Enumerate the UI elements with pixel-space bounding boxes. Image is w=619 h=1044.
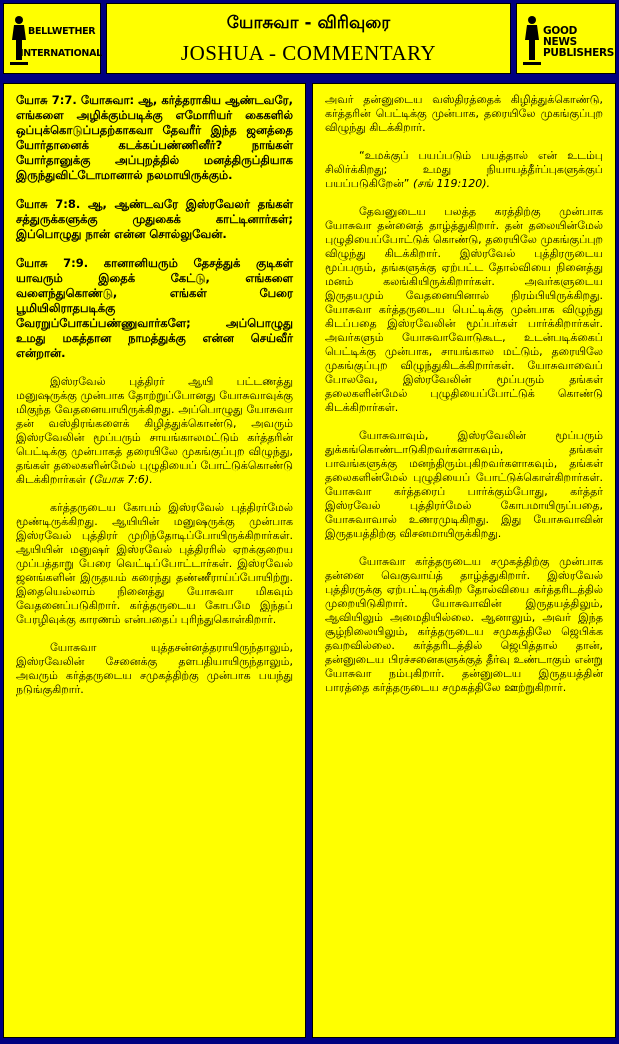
bellwether-logo xyxy=(8,12,102,68)
good-news-logo xyxy=(521,12,614,68)
left-logo-line2: INTERNATIONAL xyxy=(20,48,102,59)
paragraph-text: இஸ்ரவேல் புத்திரர் ஆயி பட்டணத்து மனுஷருக்கு முன்பாக தோற்றுப்போனது யோசுவாவுக்கு மிகுந்த வேதனையாயிருக்கிறது. அப்பொழுது யோசுவா தன் வஸ்திரங்களைக் கிழித்துக்கொண்டு, அவரும் இஸ்ரவேலின் மூப்பரும் சாயங்காலமட்டும் கர்த்தரின் பெட்டிக்கு முன்பாகத் தரையிலே முகங்குப்புற விழுந்து, தங்கள் தலைகளின்மேல் புழுதியைப் போட்டுக்கொண்டு கிடக்கிறார்கள் xyxy=(16,375,293,486)
commentary-paragraph xyxy=(16,375,293,487)
right-logo-box xyxy=(516,3,616,74)
commentary-paragraph: அவர் தன்னுடைய வஸ்திரத்தைக் கிழித்துக்கொண்டு, கர்த்தரின் பெட்டிக்கு முன்பாக, தரையிலே முகங்குப்புற விழுந்து கிடக்கிறார். xyxy=(325,93,603,134)
commentary-paragraph: கர்த்தருடைய கோபம் இஸ்ரவேல் புத்திரர்மேல் மூண்டிருக்கிறது. ஆயியின் மனுஷருக்கு முன்பாக இஸ்ரவேல் புத்திரர் முறிந்தோடிப்போயிருக்கிறார்கள். ஆயியின் மனுஷர் இஸ்ரவேல் புத்திரரில் ஏறக்குறைய முப்பத்தாறு பேரை வெட்டிப்போட்டார்கள். இஸ்ரவேல் ஜனங்களின் இருதயம் கரைந்து தண்ணீராய்ப்போயிற்று. இதையெல்லாம் நினைத்து யோசுவா மிகவும் வேதனைப்படுகிறார். கர்த்தருடைய கோபமே இந்தப் பேரழிவுக்கு காரணம் என்பதைப் புரிந்துகொள்கிறார். xyxy=(16,501,293,626)
commentary-paragraph: யோசுவாவும், இஸ்ரவேலின் மூப்பரும் துக்கங்கொண்டாடுகிறவர்களாகவும், தங்கள் பாவங்களுக்கு மனந்திரும்புகிறவர்களாகவும், தங்கள் தலைகளின்மேல் புழுதியைப் போட்டுக்கொள்கிறார்கள். யோசுவா கர்த்தரைப் பார்க்கும்போது, கர்த்தர் இஸ்ரவேல் புத்திரர்மேல் கோபமாயிருப்பதை, யோசுவாவால் உணரமுடிகிறது. இது யோசுவாவின் இருதயத்திற்கு விசனமாயிருக்கிறது. xyxy=(325,429,603,540)
commentary-paragraph: தேவனுடைய பலத்த கரத்திற்கு முன்பாக யோசுவா தன்னைத் தாழ்த்துகிறார். தன் தலையின்மேல் புழுதியைப்போட்டுக் கொண்டு, தரையிலே முகங்குப்புற விழுந்து கிடக்கிறார். இஸ்ரவேல் புத்திரருடைய மூப்பரும், தங்களுக்கு ஏற்பட்ட தோல்வியை நினைத்து மனம் கலங்கியிருக்கிறார்கள். அவர்களுடைய இருதயமும் வேதனையினால் நிரம்பியிருக்கிறது. யோசுவா கர்த்தருடைய பெட்டிக்கு முன்பாக விழுந்து கிடப்பதை இஸ்ரவேலின் மூப்பர்கள் பார்க்கிறார்கள். அவர்களும் யோசுவாவோடுகூட, உடன்படிக்கைப் பெட்டிக்கு முன்பாக, சாயங்கால மட்டும், தரையிலே முகங்குப்புற விழுந்துகிடக்கிறார்கள். யோசுவாவைப் போலவே, இஸ்ரவேலின் மூப்பரும் தங்கள் தலைகளின்மேல் புழுதியைப்போட்டுக் கொண்டு கிடக்கிறார்கள். xyxy=(325,205,603,414)
verse-7-7: யோசு 7:7. யோசுவா: ஆ, கர்த்தராகிய ஆண்டவரே, எங்களை அழிக்கும்படிக்கு எமோரியர் கைகளில் ஒப்புக்கொடுப்பதற்காகவா தேவரீர் இந்த ஜனத்தை யோர்தானைக் கடக்கப்பண்ணினீர்? நாங்கள் யோர்தானுக்கு அப்புறத்தில் மனத்திருப்தியாக இருந்துவிட்டோமானால் நலமாயிருக்கும். xyxy=(16,93,293,182)
left-column xyxy=(3,83,306,1038)
quote-text: “உமக்குப் பயப்படும் பயத்தால் என் உடம்பு சிலிர்க்கிறது; உமது நியாயத்தீர்ப்புகளுக்குப் பயப்படுகிறேன்” xyxy=(325,149,603,190)
title-box xyxy=(106,3,511,74)
title-tamil: யோசுவா - விரிவுரை xyxy=(226,13,391,33)
commentary-paragraph: யோசுவா கர்த்தருடைய சமுகத்திற்கு முன்பாக தன்னை வெகுவாய்த் தாழ்த்துகிறார். இஸ்ரவேல் புத்திரருக்கு ஏற்பட்டிருக்கிற தோல்வியை கர்த்தரிடத்தில் முறையிடுகிறார். யோசுவாவின் இருதயத்திலும், ஆவியிலும் அமைதியில்லை. ஆனாலும், அவர் இந்த சூழ்நிலையிலும், கர்த்தருடைய சமுகத்திலே ஜெபிக்க தவறவில்லை. கர்த்தரிடத்தில் ஜெபித்தால் தான், தன்னுடைய பிரச்சனைகளுக்குத் தீர்வு உண்டாகும் என்று யோசுவா நம்புகிறார். தன்னுடைய இருதயத்தின் பாரத்தை கர்த்தருடைய சமுகத்திலே ஊற்றுகிறார். xyxy=(325,555,603,694)
left-logo-line1: BELLWETHER xyxy=(28,26,96,37)
scripture-reference: (யோசு 7:6). xyxy=(89,473,153,486)
commentary-paragraph: யோசுவா யுத்தசன்னத்தராயிருந்தாலும், இஸ்ரவேலின் சேனைக்கு தளபதியாயிருந்தாலும், அவரும் கர்த்தருடைய சமுகத்திற்கு முன்பாக பயந்து நடுங்குகிறார். xyxy=(16,641,293,696)
right-logo-line1: GOOD NEWS xyxy=(543,25,577,48)
scripture-quote xyxy=(325,149,603,191)
left-logo-box xyxy=(3,3,101,74)
verse-7-9: யோசு 7:9. கானானியரும் தேசத்துக் குடிகள் யாவரும் இதைக் கேட்டு, எங்களை வளைந்துகொண்டு, எங்கள் பேரை பூமியிலிராதபடிக்கு வேரறுப்போகப்பண்ணுவார்களே; அப்பொழுது உமது மகத்தான நாமத்துக்கு என்ன செய்வீர் என்றான். xyxy=(16,256,293,360)
right-column xyxy=(312,83,616,1038)
scripture-reference: (சங் 119:120). xyxy=(412,177,490,190)
title-english: JOSHUA - COMMENTARY xyxy=(180,41,437,65)
right-logo-line2: PUBLISHERS xyxy=(543,47,614,59)
good-news-figure-icon xyxy=(521,14,543,66)
verse-7-8: யோசு 7:8. ஆ, ஆண்டவரே இஸ்ரவேலர் தங்கள் சத்துருக்களுக்கு முதுகைக் காட்டினார்கள்; இப்பொழுது நான் என்ன சொல்லுவேன். xyxy=(16,197,293,241)
